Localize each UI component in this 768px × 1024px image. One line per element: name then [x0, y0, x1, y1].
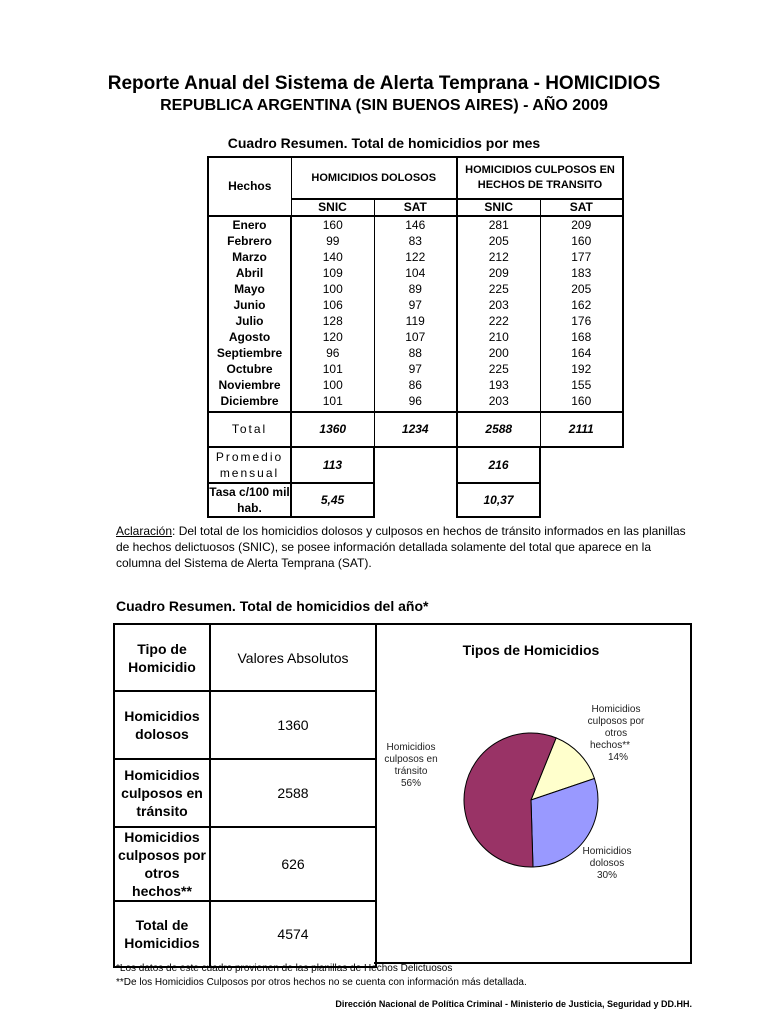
culposos-snic: 281 [488, 217, 509, 232]
footnote-1: *Los datos de este cuadro provienen de las planillas de Hechos Delictuosos [116, 963, 453, 974]
culposos-sat: 205 [540, 281, 623, 297]
dolosos-snic: 101 [322, 393, 343, 408]
culposos-snic: 222 [488, 313, 509, 328]
month-label: Marzo [208, 249, 291, 265]
dolosos-sat: 88 [374, 345, 457, 361]
culposos-sat: 192 [540, 361, 623, 377]
pie-chart [374, 625, 690, 962]
dolosos-sat: 104 [374, 265, 457, 281]
total-dolosos-snic: 1360 [319, 422, 347, 436]
tasa-culposos: 10,37 [457, 483, 540, 517]
month-label: Octubre [208, 361, 291, 377]
month-row [208, 265, 623, 281]
culposos-sat: 183 [540, 265, 623, 281]
header-culposos: HOMICIDIOS CULPOSOS EN HECHOS DE TRANSITO [457, 157, 623, 199]
pie-slice-percent: 14% [607, 752, 629, 763]
pie-slice-percent: 56% [400, 778, 422, 789]
page-footer: Dirección Nacional de Política Criminal - Ministerio de Justicia, Seguridad y DD.HH. [335, 999, 692, 1009]
culposos-snic: 203 [488, 393, 509, 408]
dolosos-sat: 96 [374, 393, 457, 412]
month-label: Diciembre [208, 393, 291, 412]
dolosos-sat: 86 [374, 377, 457, 393]
annual-table-caption: Cuadro Resumen. Total de homicidios del año* [116, 598, 429, 614]
month-label: Enero [208, 216, 291, 233]
pie-slice-percent: 30% [596, 870, 618, 881]
culposos-sat: 160 [540, 393, 623, 412]
dolosos-snic: 140 [322, 249, 343, 264]
culposos-snic: 225 [488, 361, 509, 376]
dolosos-snic: 96 [326, 345, 340, 360]
month-row [208, 297, 623, 313]
dolosos-sat: 119 [374, 313, 457, 329]
promedio-culposos: 216 [457, 447, 540, 483]
pie-chart-box [374, 623, 692, 964]
culposos-sat: 209 [540, 216, 623, 233]
tasa-dolosos: 5,45 [291, 483, 374, 517]
culposos-snic: 212 [488, 249, 509, 264]
month-label: Agosto [208, 329, 291, 345]
month-label: Mayo [208, 281, 291, 297]
annual-table [113, 623, 377, 968]
month-row [208, 393, 623, 412]
dolosos-snic: 100 [322, 281, 343, 296]
month-label: Abril [208, 265, 291, 281]
aclaracion-note [116, 523, 696, 571]
total-label: Total [208, 412, 291, 447]
pie-slice-label: Homicidios culposos en tránsito [384, 742, 438, 777]
month-row [208, 377, 623, 393]
dolosos-snic: 100 [322, 377, 343, 392]
month-row [208, 233, 623, 249]
culposos-snic: 210 [488, 329, 509, 344]
tipo-cell: Homicidios culposos por otros hechos** [114, 827, 210, 901]
month-label: Junio [208, 297, 291, 313]
culposos-snic: 209 [488, 265, 509, 280]
dolosos-snic: 109 [322, 265, 343, 280]
monthly-table [207, 156, 624, 518]
dolosos-sat: 97 [374, 297, 457, 313]
total-dolosos-sat: 1234 [374, 412, 457, 447]
culposos-snic: 203 [488, 297, 509, 312]
month-row [208, 249, 623, 265]
culposos-sat: 162 [540, 297, 623, 313]
month-row [208, 329, 623, 345]
month-row [208, 361, 623, 377]
month-label: Febrero [208, 233, 291, 249]
tipo-cell: Homicidios dolosos [114, 691, 210, 759]
chart-title: Tipos de Homicidios [462, 642, 600, 658]
tasa-label: Tasa c/100 mil hab. [209, 485, 290, 515]
header-snic: SNIC [291, 199, 374, 216]
month-label: Noviembre [208, 377, 291, 393]
header-sat: SAT [540, 199, 623, 216]
promedio-label: Promedio mensual [208, 447, 291, 483]
total-culposos-sat: 2111 [540, 412, 623, 447]
dolosos-sat: 97 [374, 361, 457, 377]
culposos-snic: 193 [488, 377, 509, 392]
tipo-cell: Total de Homicidios [114, 901, 210, 967]
month-row [208, 313, 623, 329]
report-subtitle: REPUBLICA ARGENTINA (SIN BUENOS AIRES) - AÑO 2009 [160, 97, 608, 114]
dolosos-snic: 128 [322, 313, 343, 328]
dolosos-sat: 83 [374, 233, 457, 249]
dolosos-snic: 120 [322, 329, 343, 344]
culposos-sat: 164 [540, 345, 623, 361]
dolosos-sat: 146 [374, 216, 457, 233]
culposos-snic: 205 [488, 233, 509, 248]
dolosos-snic: 101 [322, 361, 343, 376]
dolosos-snic: 106 [322, 297, 343, 312]
valor-cell: 2588 [210, 759, 376, 827]
culposos-sat: 177 [540, 249, 623, 265]
month-label: Julio [208, 313, 291, 329]
month-label: Septiembre [208, 345, 291, 361]
aclaracion-label: Aclaración [116, 524, 173, 538]
culposos-sat: 176 [540, 313, 623, 329]
culposos-snic: 200 [488, 345, 509, 360]
header-snic: SNIC [457, 199, 540, 216]
header-hechos: Hechos [208, 157, 291, 216]
valor-cell: 4574 [210, 901, 376, 967]
report-title: Reporte Anual del Sistema de Alerta Temprana - HOMICIDIOS [107, 73, 661, 94]
dolosos-sat: 122 [374, 249, 457, 265]
pie-slice-label: Homicidios dolosos [582, 846, 632, 869]
promedio-dolosos: 113 [291, 447, 374, 483]
month-row [208, 216, 623, 233]
culposos-sat: 160 [540, 233, 623, 249]
dolosos-snic: 99 [326, 233, 340, 248]
dolosos-sat: 89 [374, 281, 457, 297]
footnote-2: **De los Homicidios Culposos por otros hechos no se cuenta con información más detallada. [116, 977, 527, 988]
aclaracion-text: : Del total de los homicidios dolosos y culposos en hechos de tránsito informados en las planillas de hechos delictuosos (SNIC), se posee información detallada solamente del total que aparece en la columna del Sistema de Alerta Temprana (SAT). [116, 524, 686, 570]
culposos-sat: 168 [540, 329, 623, 345]
month-row [208, 281, 623, 297]
dolosos-sat: 107 [374, 329, 457, 345]
header-dolosos: HOMICIDIOS DOLOSOS [291, 157, 457, 199]
month-row [208, 345, 623, 361]
valor-cell: 1360 [210, 691, 376, 759]
header-sat: SAT [374, 199, 457, 216]
total-culposos-snic: 2588 [485, 422, 513, 436]
dolosos-snic: 160 [322, 217, 343, 232]
header-tipo: Tipo de Homicidio [114, 624, 210, 691]
culposos-sat: 155 [540, 377, 623, 393]
monthly-table-caption: Cuadro Resumen. Total de homicidios por mes [227, 135, 541, 151]
tipo-cell: Homicidios culposos en tránsito [114, 759, 210, 827]
pie-slice-label: Homicidios culposos por otros hechos** [587, 704, 645, 751]
valor-cell: 626 [210, 827, 376, 901]
header-valores: Valores Absolutos [210, 624, 376, 691]
culposos-snic: 225 [488, 281, 509, 296]
